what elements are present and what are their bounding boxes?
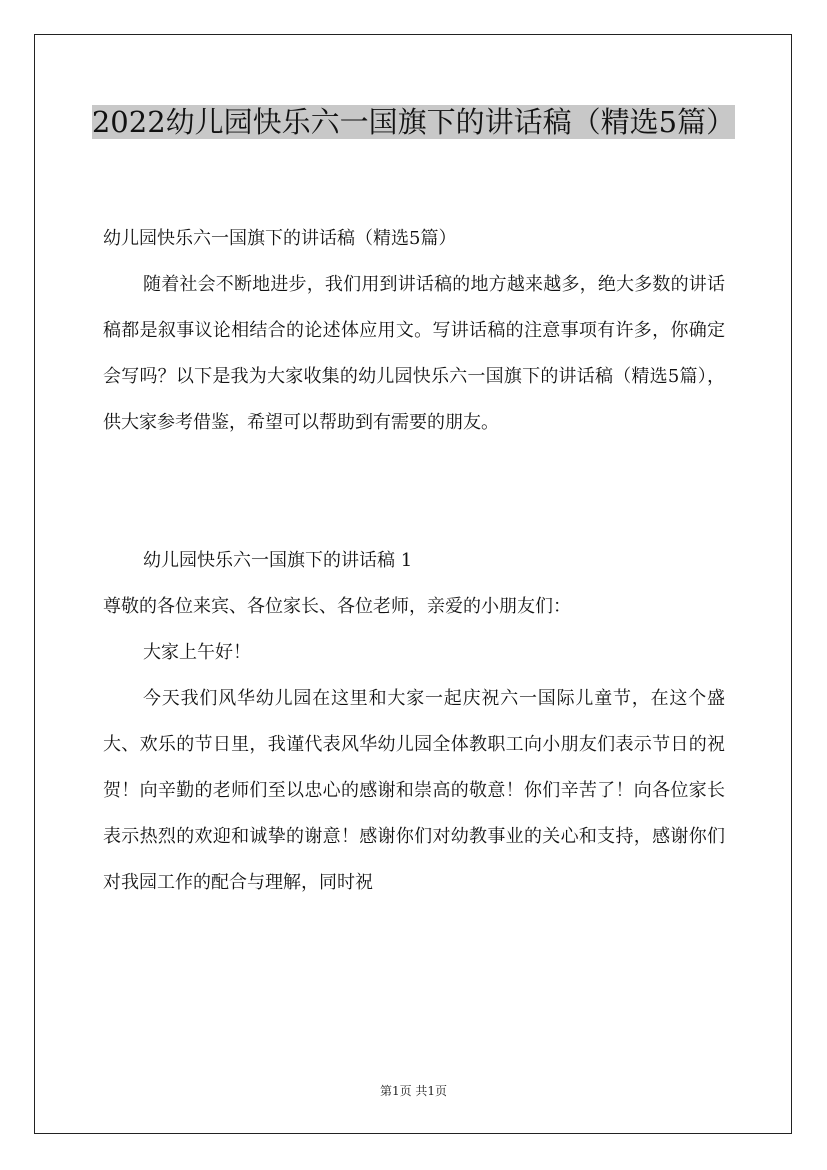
section-heading: 幼儿园快乐六一国旗下的讲话稿 1 [143, 550, 413, 571]
intro-paragraph: 随着社会不断地进步，我们用到讲话稿的地方越来越多，绝大多数的讲话稿都是叙事议论相结合的论述体应用文。写讲话稿的注意事项有许多，你确定会写吗？以下是我为大家收集的幼儿园快乐六一国旗下的讲话稿（精选5篇），供大家参考借鉴，希望可以帮助到有需要的朋友。 [103, 274, 725, 433]
document-body [103, 216, 725, 906]
salutation: 尊敬的各位来宾、各位家长、各位老师，亲爱的小朋友们： [103, 596, 571, 617]
document-title-text: 2022幼儿园快乐六一国旗下的讲话稿（精选5篇） [91, 105, 736, 139]
document-title [60, 99, 767, 146]
blank-space [103, 446, 725, 538]
greeting: 大家上午好！ [143, 642, 251, 663]
body-paragraph: 今天我们风华幼儿园在这里和大家一起庆祝六一国际儿童节，在这个盛大、欢乐的节日里，我谨代表风华幼儿园全体教职工向小朋友们表示节日的祝贺！向辛勤的老师们至以忠心的感谢和崇高的敬意！你们辛苦了！向各位家长表示热烈的欢迎和诚挚的谢意！感谢你们对幼教事业的关心和支持，感谢你们对我园工作的配合与理解，同时祝 [103, 688, 725, 893]
page-number: 第1页 共1页 [379, 1084, 448, 1098]
document-subtitle: 幼儿园快乐六一国旗下的讲话稿（精选5篇） [103, 228, 457, 249]
